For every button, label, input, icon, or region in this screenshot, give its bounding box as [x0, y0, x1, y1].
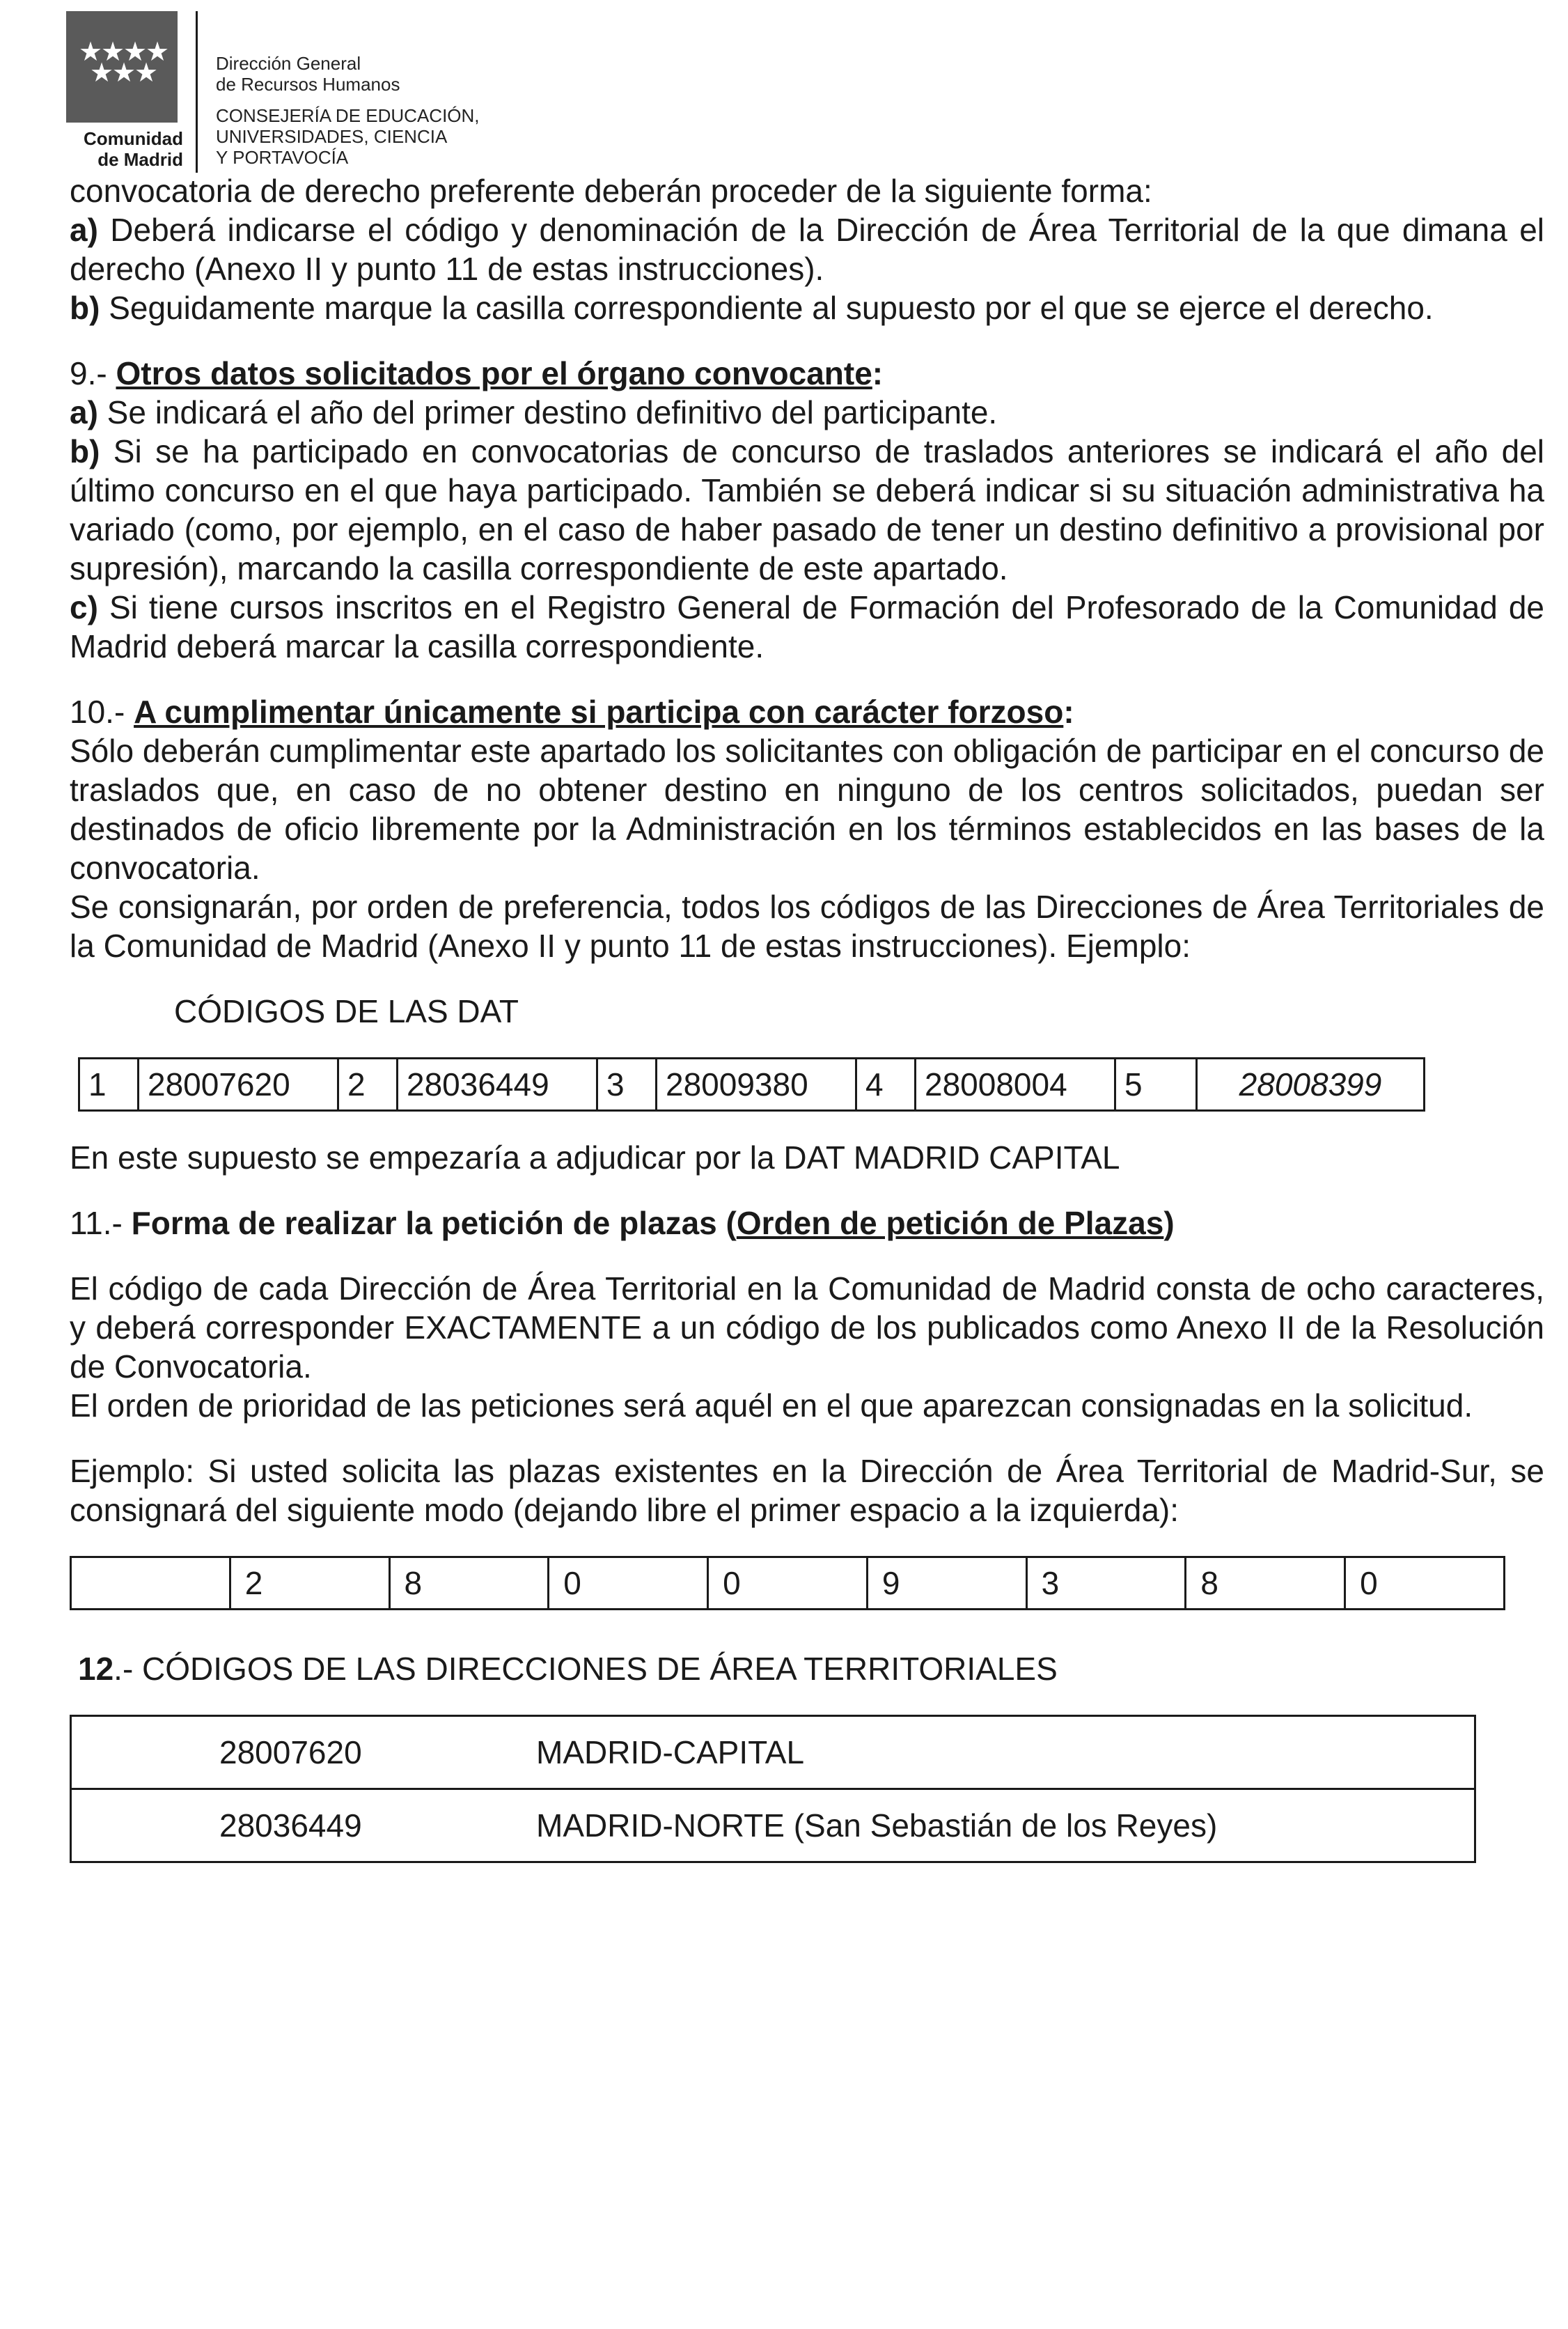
table-cell: 0 — [708, 1557, 868, 1610]
section-11-heading: 11.- Forma de realizar la petición de plazas (Orden de petición de Plazas) — [70, 1205, 1175, 1241]
list-item: b) Seguidamente marque la casilla correspondiente al supuesto por el que se ejerce el derecho. — [70, 290, 1434, 326]
dat-codes-table — [78, 1057, 1425, 1112]
table-cell: 3 — [1026, 1557, 1186, 1610]
table-cell: 2 — [338, 1059, 398, 1111]
table-cell: 28036449 — [398, 1059, 597, 1111]
table-row — [71, 1789, 1475, 1862]
letterhead — [66, 11, 554, 173]
table-cell: 0 — [1345, 1557, 1505, 1610]
directions-table — [70, 1715, 1476, 1863]
table-row — [79, 1059, 1425, 1111]
list-item: b) Si se ha participado en convocatorias de concurso de traslados anteriores se indicará el año del último concurso en el que haya participado. También se deberá indicar si su situación administrativa ha variado (como, por ejemplo, en el caso de haber pasado de tener un destino definitivo a provisional por supresión), marcando la casilla correspondiente de este apartado. — [70, 433, 1544, 586]
section-9-heading: 9.- Otros datos solicitados por el órgano convocante: — [70, 355, 884, 391]
table-cell: 28007620 — [139, 1059, 338, 1111]
table-cell: 28009380 — [657, 1059, 856, 1111]
paragraph: Sólo deberán cumplimentar este apartado los solicitantes con obligación de participar en el concurso de traslados que, en caso de no obtener destino en ninguno de los centros solicitados, puedan ser destinados de oficio libremente por la Administración en los términos establecidos en las bases de la convocatoria. — [70, 733, 1544, 886]
section-12-heading: 12.- CÓDIGOS DE LAS DIRECCIONES DE ÁREA TERRITORIALES — [78, 1651, 1058, 1687]
paragraph: Se consignarán, por orden de preferencia, todos los códigos de las Direcciones de Área Territoriales de la Comunidad de Madrid (Anexo II y punto 11 de estas instrucciones). Ejemplo: — [70, 889, 1544, 964]
table-cell — [71, 1557, 230, 1610]
table-cell: 28007620 MADRID-CAPITAL — [71, 1716, 1475, 1789]
logo-name: Comunidad de Madrid — [84, 128, 183, 170]
comunidad-madrid-logo — [66, 11, 178, 123]
star-icon: ★ — [123, 38, 148, 67]
table-cell: 8 — [389, 1557, 549, 1610]
table-cell: 28008399 — [1197, 1059, 1425, 1111]
paragraph: El código de cada Dirección de Área Territorial en la Comunidad de Madrid consta de ocho caracteres, y deberá corresponder EXACTAMENTE a un código de los publicados como Anexo II de la Resolución de Convocatoria. — [70, 1270, 1544, 1385]
star-icon: ★ — [146, 38, 170, 67]
intro-text: convocatoria de derecho preferente deberán proceder de la siguiente forma: — [70, 173, 1152, 209]
table-cell: 28036449 MADRID-NORTE (San Sebastián de los Reyes) — [71, 1789, 1475, 1862]
document-body — [70, 171, 1544, 1863]
code-characters-table — [70, 1556, 1505, 1610]
table-cell: 5 — [1115, 1059, 1197, 1111]
note-text: En este supuesto se empezaría a adjudicar por la DAT MADRID CAPITAL — [70, 1139, 1120, 1176]
star-icon: ★ — [101, 38, 125, 67]
list-item: c) Si tiene cursos inscritos en el Registro General de Formación del Profesorado de la Comunidad de Madrid deberá marcar la casilla correspondiente. — [70, 589, 1544, 664]
table-row — [71, 1716, 1475, 1789]
table-cell: 2 — [230, 1557, 389, 1610]
table-cell: 3 — [597, 1059, 657, 1111]
table-row — [71, 1557, 1505, 1610]
section-10-heading: 10.- A cumplimentar únicamente si participa con carácter forzoso: — [70, 694, 1074, 730]
table-cell: 1 — [79, 1059, 139, 1111]
list-item: a) Se indicará el año del primer destino definitivo del participante. — [70, 394, 998, 430]
star-icon: ★ — [134, 59, 159, 88]
table-cell: 0 — [549, 1557, 708, 1610]
star-icon: ★ — [79, 38, 103, 67]
paragraph: Ejemplo: Si usted solicita las plazas existentes en la Dirección de Área Territorial de Madrid-Sur, se consignará del siguiente modo (dejando libre el primer espacio a la izquierda): — [70, 1453, 1544, 1528]
header-divider — [196, 11, 198, 173]
star-icon: ★ — [90, 59, 114, 88]
star-icon: ★ — [112, 59, 136, 88]
table-cell: 4 — [856, 1059, 916, 1111]
table-cell: 8 — [1186, 1557, 1345, 1610]
codes-heading: CÓDIGOS DE LAS DAT — [174, 993, 519, 1029]
table-cell: 28008004 — [916, 1059, 1115, 1111]
table-cell: 9 — [867, 1557, 1026, 1610]
paragraph: El orden de prioridad de las peticiones será aquél en el que aparezcan consignadas en la solicitud. — [70, 1387, 1473, 1424]
department-name: Dirección General de Recursos Humanos CONSEJERÍA DE EDUCACIÓN, UNIVERSIDADES, CIENCIA Y PORTAVOCÍA — [216, 53, 480, 168]
list-item: a) Deberá indicarse el código y denominación de la Dirección de Área Territorial de la que dimana el derecho (Anexo II y punto 11 de estas instrucciones). — [70, 212, 1544, 287]
